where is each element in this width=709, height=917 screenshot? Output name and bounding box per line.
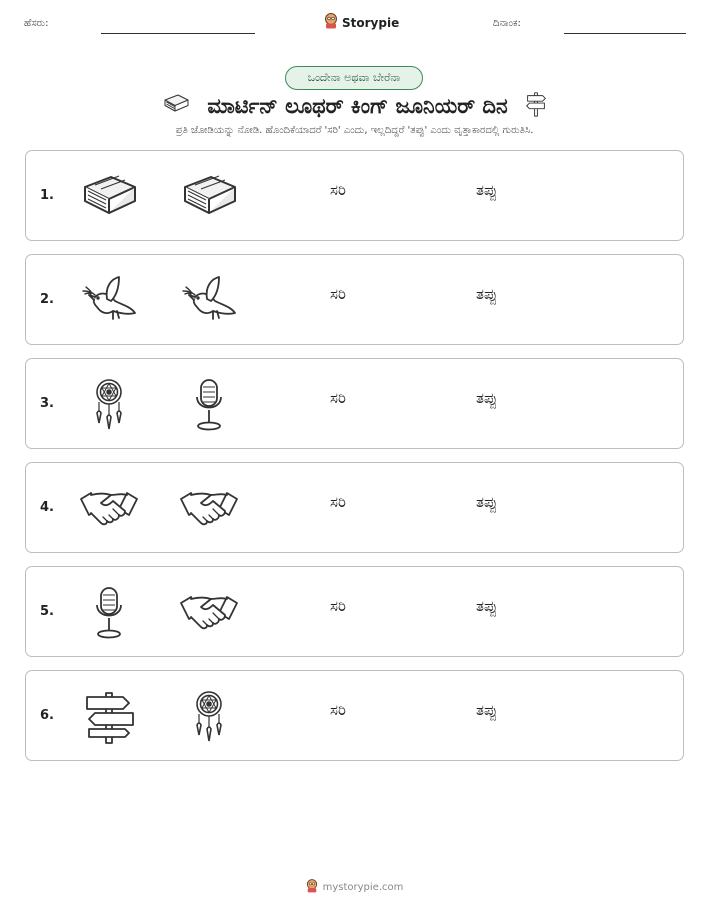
question-card-1 xyxy=(25,150,684,241)
different-option[interactable]: ತಪ್ಪು xyxy=(476,597,498,615)
question-card-6 xyxy=(25,670,684,761)
name-label: ಹೆಸರು: xyxy=(24,18,49,29)
date-field[interactable] xyxy=(564,33,686,34)
different-option[interactable]: ತಪ್ಪು xyxy=(476,285,498,303)
same-option[interactable]: ಸರಿ xyxy=(330,493,346,511)
question-number: 6. xyxy=(40,708,54,723)
question-number: 5. xyxy=(40,604,54,619)
handshake-icon xyxy=(179,481,239,537)
page-title: ಮಾರ್ಟಿನ್ ಲೂಥರ್ ಕಿಂಗ್ ಜೂನಿಯರ್ ದಿನ xyxy=(207,93,508,118)
name-field[interactable] xyxy=(101,33,255,34)
left-picture xyxy=(79,481,139,537)
different-option[interactable]: ತಪ್ಪು xyxy=(476,493,498,511)
signpost-icon xyxy=(522,88,550,124)
microphone-icon xyxy=(179,377,239,433)
left-picture xyxy=(79,689,139,745)
dove-icon xyxy=(179,273,239,329)
signpost-icon xyxy=(79,689,139,745)
right-picture xyxy=(179,377,239,433)
different-option[interactable]: ತಪ್ಪು xyxy=(476,181,498,199)
right-picture xyxy=(179,273,239,329)
storypie-logo-icon xyxy=(324,13,338,32)
dreamcatcher-icon xyxy=(179,689,239,745)
question-number: 2. xyxy=(40,292,54,307)
date-label: ದಿನಾಂಕ: xyxy=(493,18,521,29)
same-option[interactable]: ಸರಿ xyxy=(330,701,346,719)
left-picture xyxy=(79,377,139,433)
question-card-2 xyxy=(25,254,684,345)
handshake-icon xyxy=(179,585,239,641)
brand-name: Storypie xyxy=(342,15,400,30)
right-picture xyxy=(179,481,239,537)
different-option[interactable]: ತಪ್ಪು xyxy=(476,701,498,719)
right-picture xyxy=(179,585,239,641)
book-icon xyxy=(179,169,239,225)
question-number: 4. xyxy=(40,500,54,515)
right-picture xyxy=(179,689,239,745)
handshake-icon xyxy=(79,481,139,537)
book-icon xyxy=(159,90,193,122)
left-picture xyxy=(79,169,139,225)
left-picture xyxy=(79,585,139,641)
dove-icon xyxy=(79,273,139,329)
footer-url[interactable]: mystorypie.com xyxy=(322,882,404,893)
same-option[interactable]: ಸರಿ xyxy=(330,389,346,407)
same-option[interactable]: ಸರಿ xyxy=(330,181,346,199)
book-icon xyxy=(79,169,139,225)
storypie-logo-icon xyxy=(306,879,318,896)
instructions: ಪ್ರತಿ ಜೋಡಿಯನ್ನು ನೋಡಿ. ಹೊಂದಿಕೆಯಾದರೆ 'ಸರಿ' ಎಂದು, ಇಲ್ಲದಿದ್ದರೆ 'ತಪ್ಪು' ಎಂದು ವೃತ್ತಾಕಾರದಲ್ಲಿ ಗುರುತಿಸಿ. xyxy=(175,125,534,136)
footer xyxy=(0,879,709,896)
question-card-4 xyxy=(25,462,684,553)
microphone-icon xyxy=(79,585,139,641)
question-card-3 xyxy=(25,358,684,449)
dreamcatcher-icon xyxy=(79,377,139,433)
question-number: 3. xyxy=(40,396,54,411)
title-row xyxy=(0,90,709,122)
different-option[interactable]: ತಪ್ಪು xyxy=(476,389,498,407)
same-option[interactable]: ಸರಿ xyxy=(330,597,346,615)
right-picture xyxy=(179,169,239,225)
worksheet-type-badge: ಒಂದೇನಾ ಅಥವಾ ಬೇರೆನಾ xyxy=(285,66,423,90)
question-number: 1. xyxy=(40,188,54,203)
question-card-5 xyxy=(25,566,684,657)
same-option[interactable]: ಸರಿ xyxy=(330,285,346,303)
left-picture xyxy=(79,273,139,329)
brand xyxy=(324,13,399,32)
